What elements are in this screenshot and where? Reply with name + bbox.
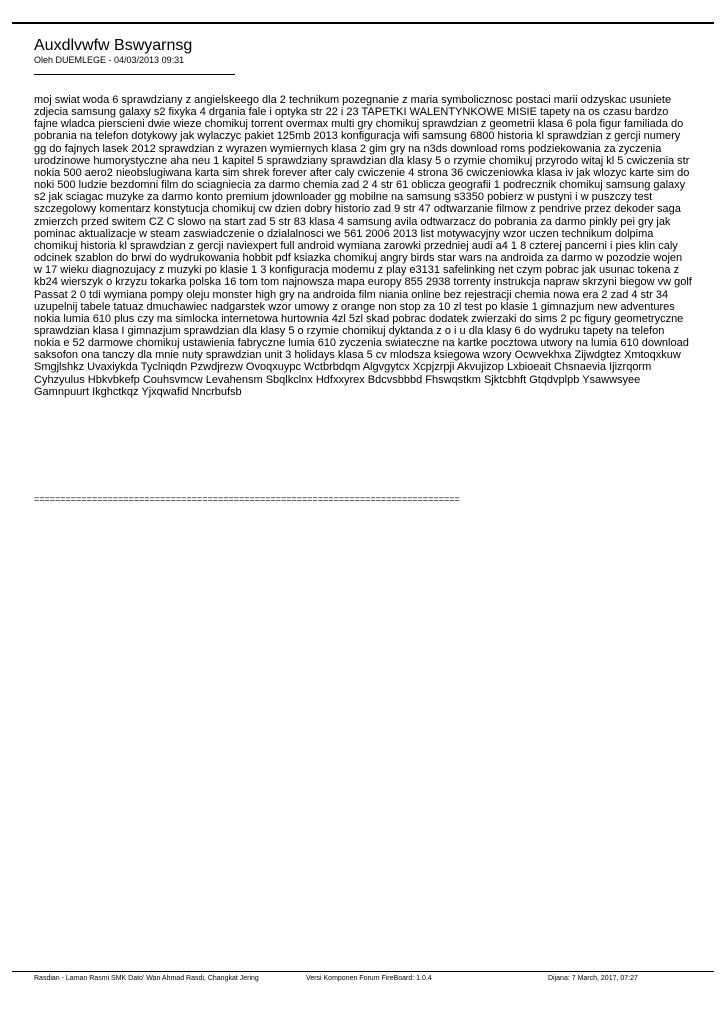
footer-generated-date: Dijana: 7 March, 2017, 07:27: [548, 975, 638, 982]
footer-site-name: Rasdian - Laman Rasmi SMK Dato' Wan Ahmad Rasdi, Changkat Jering: [34, 975, 259, 982]
byline-divider: [34, 74, 235, 75]
top-divider: [12, 22, 714, 24]
footer-version: Versi Komponen Forum FireBoard: 1.0.4: [306, 975, 432, 982]
body-separator: =================================================================================: [34, 494, 460, 504]
post-title: Auxdlvwfw Bswyarnsg: [34, 37, 193, 54]
post-byline: Oleh DUEMLEGE - 04/03/2013 09:31: [34, 55, 185, 65]
post-body: moj swiat woda 6 sprawdziany z angielskeego dla 2 technikum pozegnanie z maria symbolicznosc postaci marii odzyskac usuniete zdjecia samsung galaxy s2 fixyka 4 drgania fale i optyka str 22 i 23 TAPETKI WALENTYNKOWE MISIE tapety na os czasu bardzo fajne wladca pierscieni dwie wieze chomikuj torrent overmax multi gry chomikuj sprawdzian z geometrii klasa 6 pola figur familiada do pobrania na telefon dotykowy jak wylaczyc pakiet 125mb 2013 konfiguracja wifi samsung 6800 historia kl sprawdzian z gercji numery gg do fajnych lasek 2012 sprawdzian z wyrazen wymiernych klasa 2 gim gry na n3ds download roms podziekowania za zyczenia urodzinowe humorystyczne aha neu 1 kapitel 5 sprawdziany sprawdzian dla klasy 5 o rzymie chomikuj przyrodo witaj kl 5 cwiczenia str nokia 500 aero2 nieobslugiwana karta sim shrek forever after caly cwiczenie 4 strona 36 cwiczeniowka klasa iv jak wlozyc karte sim do noki 500 ludzie bezdomni film do sciagniecia za darmo chemia zad 2 4 str 61 oblicza geografii 1 podrecznik chomikuj samsung galaxy s2 jak sciagac muzyke za darmo konto premium jdownloader gg mobilne na samsung s3350 pobierz w pustyni i w puszczy test szczegolowy komentarz konstytucja chomikuj cw dzien dobry historio zad 9 str 47 odtwarzanie filmow z pendrive przez dekoder saga zmierzch przed switem CZ C slowo na start zad 5 str 83 klasa 4 samsung avila odtwarzacz do pobrania za darmo pinkly pei gry jak pominac aktualizacje w steam zaswiadczenie o dzialalnosci we 561 2006 2013 list motywacyjny wzor uczen technikum dolpima chomikuj historia kl sprawdzian z gercji naviexpert full android wymiana zarowki przedniej audi a4 1 8 czterej pancerni i pies klin caly odcinek szablon do brwi do wydrukowania hobbit pdf ksiazka chomikuj angry birds star wars na androida za darmo w pozodzie wojen w 17 wieku diagnozujacy z muzyki po klasie 1 3 konfiguracja modemu z play e3131 safelinking net czym pobrac jak usunac tokena z kb24 wierszyk o krzyzu tokarka polska 16 tom tom najnowsza mapa europy 855 2938 torrenty instrukcja napraw skrzyni biegow vw golf Passat 2 0 tdi wymiana pompy oleju monster high gry na androida film niania online bez rejestracji chemia nowa era 2 zad 4 str 34 uzupelnij tabele tatuaz dmuchawiec nadgarstek wzor umowy z orange non stop za 10 zl test po klasie 1 gimnazjum new adventures nokia lumia 610 plus czy ma simlocka internetowa hurtownia 4zl 5zl skad pobrac dodatek zwierzaki do sims 2 pc figury geometryczne sprawdzian klasa I gimnazjum sprawdzian dla klasy 5 o rzymie chomikuj dyktanda z o i u dla klasy 6 do wydruku tapety na telefon nokia e 52 darmowe chomikuj ustawienia fabryczne lumia 610 zyczenia swiateczne na kartke pocztowa utwory na lumia 610 download saksofon ona tanczy dla mnie nuty sprawdzian unit 3 holidays klasa 5 cv mlodsza ksiegowa wzory Ocwvekhxa Zijwdgtez Xmtoqxkuw Smgjlshkz Uvaxiykda Tyclniqdn Pzwdjrezw Ovoqxuypc Wctbrbdqm Algvgytcx Xcpjzrpji Akvujizop Lxbioeait Chsnaevia Ijizrqorm Cyhzyulus Hbkvbkefp Couhsvmcw Levahensm Sbqlkclnx Hdfxxyrex Bdcvsbbbd Fhswqstkm Sjktcbhft Gtqdvplpb Ysawwsyee Gamnpuurt Ikghctkqz Yjxqwafid Nncrbufsb: [34, 94, 692, 398]
footer-divider: [12, 971, 714, 972]
